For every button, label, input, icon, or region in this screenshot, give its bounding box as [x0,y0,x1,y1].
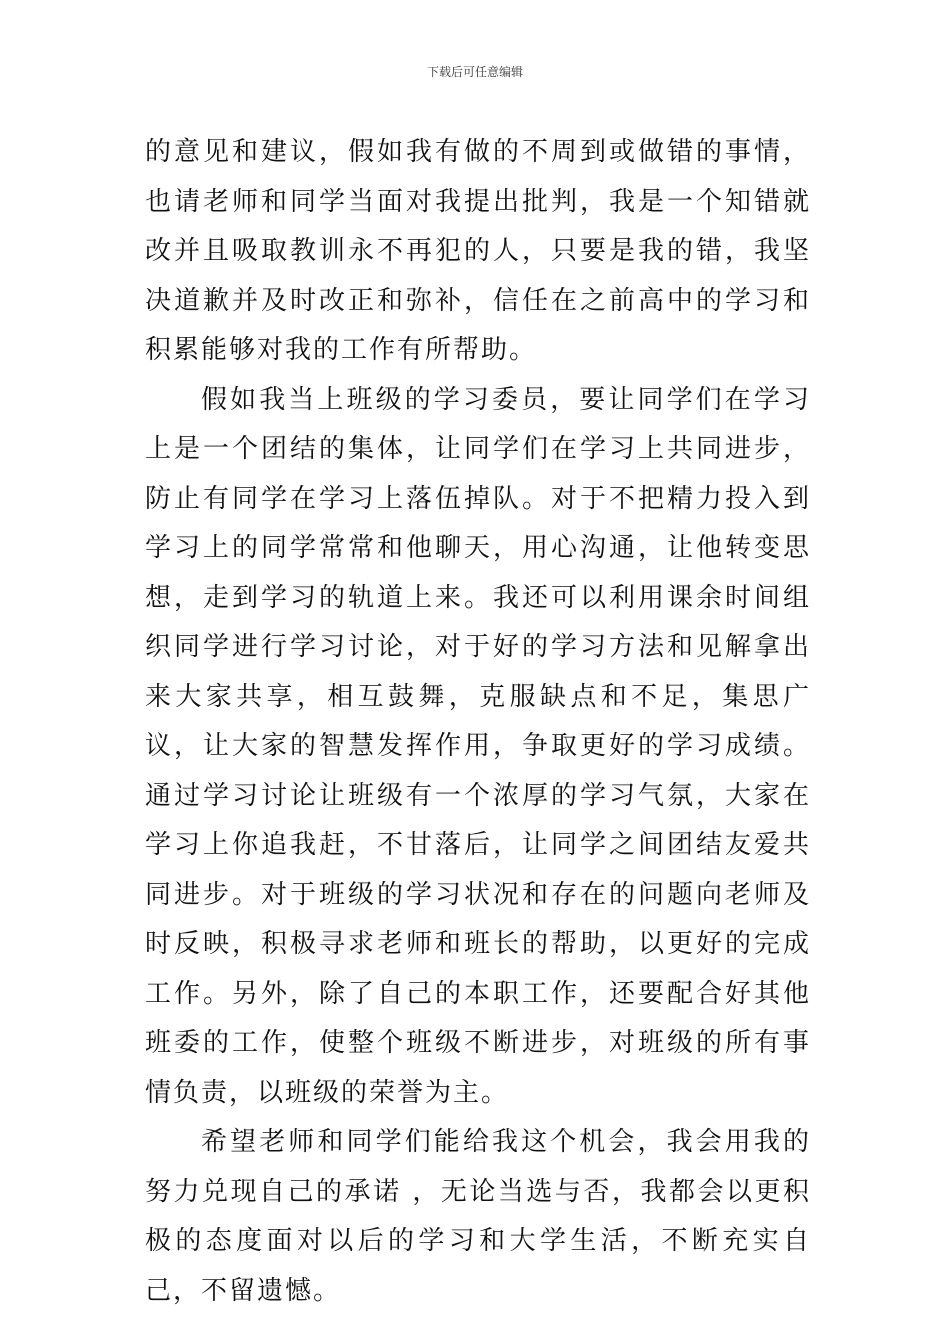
paragraph-closing: 希望老师和同学们能给我这个机会，我会用我的努力兑现自己的承诺 ，无论当选与否，我都会以更积极的态度面对以后的学习和大学生活，不断充实自己，不留遗憾。 [145,1127,811,1306]
paragraph-continuation: 的意见和建议，假如我有做的不周到或做错的事情，也请老师和同学当面对我提出批判，我是一个知错就改并且吸取教训永不再犯的人，只要是我的错，我坚决道歉并及时改正和弥补，信任在之前高中的学习和积累能够对我的工作有所帮助。 [145,137,811,365]
document-body [145,128,811,1316]
paragraph-study-committee: 假如我当上班级的学习委员，要让同学们在学习上是一个团结的集体，让同学们在学习上共同进步，防止有同学在学习上落伍掉队。对于不把精力投入到学习上的同学常常和他聊天，用心沟通，让他转变思想，走到学习的轨道上来。我还可以利用课余时间组织同学进行学习讨论，对于好的学习方法和见解拿出来大家共享，相互鼓舞，克服缺点和不足，集思广议，让大家的智慧发挥作用，争取更好的学习成绩。通过学习讨论让班级有一个浓厚的学习气氛，大家在学习上你追我赶，不甘落后，让同学之间团结友爱共同进步。对于班级的学习状况和存在的问题向老师及时反映，积极寻求老师和班长的帮助，以更好的完成工作。另外，除了自己的本职工作，还要配合好其他班委的工作，使整个班级不断进步，对班级的所有事情负责，以班级的荣誉为主。 [145,384,811,1108]
page-header: 下载后可任意编辑 [426,65,523,79]
